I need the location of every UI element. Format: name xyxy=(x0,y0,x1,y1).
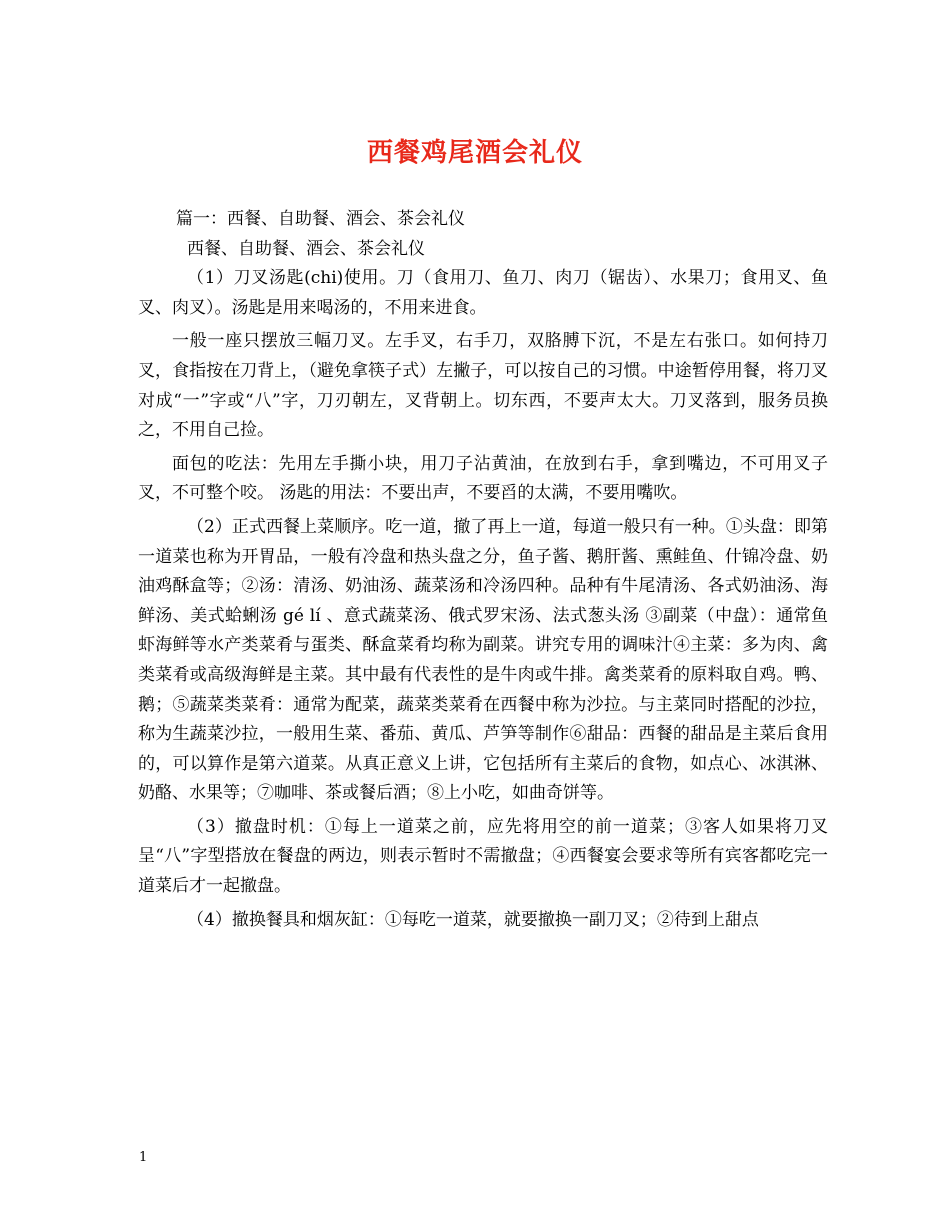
page-number: 1 xyxy=(139,1150,148,1165)
paragraph-cutlery: （1）刀叉汤匙(chi)使用。刀（食用刀、鱼刀、肉刀（锯齿）、水果刀；食用叉、鱼叉、肉叉）。汤匙是用来喝汤的，不用来进食。 xyxy=(138,268,828,318)
paragraph-changing-tableware: （4）撤换餐具和烟灰缸：①每吃一道菜，就要撤换一副刀叉；②待到上甜点 xyxy=(187,909,759,930)
paragraph-clearing-plates: （3）撤盘时机：①每上一道菜之前，应先将用空的前一道菜；③客人如果将刀叉呈“八”字型搭放在餐盘的两边，则表示暂时不需撤盘；④西餐宴会要求等所有宾客都吃完一道菜后才一起撤盘。 xyxy=(138,816,828,897)
paragraph-knife-fork: 一般一座只摆放三幅刀叉。左手叉，右手刀，双胳膊下沉，不是左右张口。如何持刀叉，食指按在刀背上，（避免拿筷子式）左撇子，可以按自己的习惯。中途暂停用餐，将刀叉对成“一”字或“八”字，刀刃朝左，叉背朝上。切东西，不要声太大。刀叉落到，服务员换之，不用自己捡。 xyxy=(138,331,828,441)
section-subheading: 西餐、自助餐、酒会、茶会礼仪 xyxy=(187,238,425,259)
document-body xyxy=(138,205,828,935)
section-heading: 篇一：西餐、自助餐、酒会、茶会礼仪 xyxy=(176,209,465,229)
paragraph-course-order: （2）正式西餐上菜顺序。吃一道，撤了再上一道，每道一般只有一种。①头盘：即第一道菜也称为开胃品，一般有冷盘和热头盘之分，鱼子酱、鹅肝酱、熏鲑鱼、什锦冷盘、奶油鸡酥盒等；②汤：清汤、奶油汤、蔬菜汤和冷汤四种。品种有牛尾清汤、各式奶油汤、海鲜汤、美式蛤蜊汤 gé lí 、意式蔬菜汤、俄式罗宋汤、法式葱头汤 ③副菜（中盘）：通常鱼虾海鲜等水产类菜肴与蛋类、酥盒菜肴均称为副菜。讲究专用的调味汁④主菜：多为肉、禽类菜肴或高级海鲜是主菜。其中最有代表性的是牛肉或牛排。禽类菜肴的原料取自鸡。鸭、鹅；⑤蔬菜类菜肴：通常为配菜，蔬菜类菜肴在西餐中称为沙拉。与主菜同时搭配的沙拉，称为生蔬菜沙拉，一般用生菜、番茄、黄瓜、芦笋等制作⑥甜品：西餐的甜品是主菜后食用的，可以算作是第六道菜。从真正意义上讲，它包括所有主菜后的食物，如点心、冰淇淋、奶酪、水果等；⑦咖啡、茶或餐后酒；⑧上小吃，如曲奇饼等。 xyxy=(138,516,828,804)
paragraph-bread-spoon: 面包的吃法：先用左手撕小块，用刀子沾黄油，在放到右手，拿到嘴边，不可用叉子叉，不可整个咬。 汤匙的用法：不要出声，不要舀的太满，不要用嘴吹。 xyxy=(138,453,828,504)
document-title: 西餐鸡尾酒会礼仪 xyxy=(366,138,583,168)
